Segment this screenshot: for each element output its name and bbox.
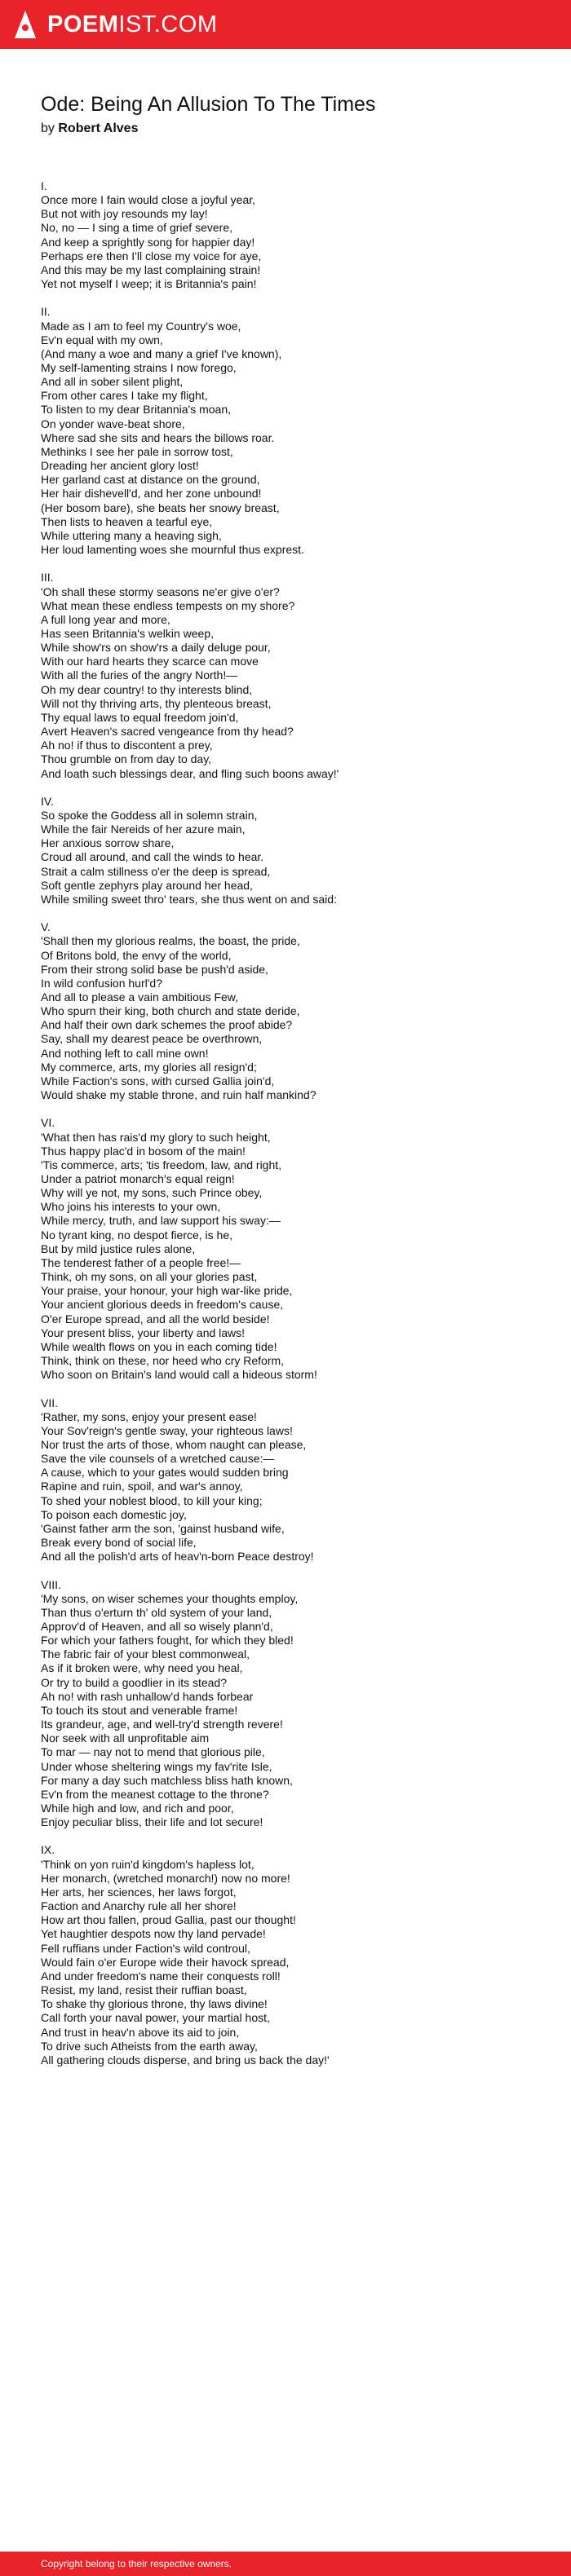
poem-line: To drive such Atheists from the earth away, [41,2039,258,2053]
poem-line: While the fair Nereids of her azure main, [41,823,246,836]
poem-line: The fabric fair of your blest commonweal, [41,1647,250,1661]
poem-line: Who joins his interests to your own, [41,1200,221,1214]
poem-line: 'Rather, my sons, enjoy your present ease! [41,1409,257,1423]
poem-line: What mean these endless tempests on my shore? [41,598,295,612]
poem-line: Than thus o'erturn th' old system of your land, [41,1605,272,1619]
poem-line: The tenderest father of a people free!— [41,1255,241,1269]
poem-line: 'Tis commerce, arts; 'tis freedom, law, and right, [41,1158,282,1171]
poem-line: Think, think on these, nor heed who cry Reform, [41,1354,285,1368]
byline-prefix: by [41,121,55,135]
poem-line: As if it broken were, why need you heal, [41,1661,243,1675]
poemist-logo-icon[interactable] [15,11,36,38]
poem-stanza [41,571,339,780]
poem-line: Her garland cast at distance on the ground, [41,473,260,487]
poem-line: To poison each domestic joy, [41,1507,187,1521]
poem-line: Approv'd of Heaven, and all so wisely plann'd, [41,1619,273,1633]
poem-line: Or try to build a goodlier in its stead? [41,1675,228,1689]
poem-line: Think, oh my sons, on all your glories past, [41,1270,258,1284]
poem-line: And all to please a vain ambitious Few, [41,990,239,1003]
poem-line: Thou grumble on from day to day, [41,752,212,766]
poem-line: And all the polish'd arts of heav'n-born Peace destroy! [41,1550,314,1564]
poem-line: Strait a calm stillness o'er the deep is spread, [41,864,271,878]
poem-line: My commerce, arts, my glories all resign'd; [41,1060,257,1074]
poem-byline [41,121,138,136]
poem-line: While Faction's sons, with cursed Gallia join'd, [41,1074,275,1087]
poem-line: Would fain o'er Europe wide their havock spread, [41,1955,290,1969]
poem-line: While show'rs on show'rs a daily deluge pour, [41,641,271,655]
poem-line: Ev'n equal with my own, [41,333,163,346]
author-name[interactable]: Robert Alves [58,121,139,135]
poem-line: To shake thy glorious throne, thy laws divine! [41,1997,268,2011]
poem-line: Her hair dishevell'd, and her zone unbound! [41,487,262,501]
poem-line: Enjoy peculiar bliss, their life and lot secure! [41,1815,263,1829]
poem-stanza [41,920,339,1102]
poem-line: While smiling sweet thro' tears, she thus went on and said: [41,892,337,906]
poem-title: Ode: Being An Allusion To The Times [41,93,376,116]
stanza-number: IX. [41,1843,55,1857]
poem-line: Your Sov'reign's gentle sway, your righteous laws! [41,1423,293,1437]
poem-line: Once more I fain would close a joyful year, [41,193,256,207]
poem-line: Her loud lamenting woes she mournful thus exprest. [41,543,304,557]
stanza-number: VII. [41,1396,59,1409]
poem-line: Thy equal laws to equal freedom join'd, [41,710,239,724]
poem-line: For many a day such matchless bliss hath known, [41,1773,293,1787]
poem-line: No tyrant king, no despot fierce, is he, [41,1228,233,1242]
poem-line: To touch its stout and venerable frame! [41,1703,238,1717]
poem-line: 'My sons, on wiser schemes your thoughts employ, [41,1591,299,1605]
poem-line: Your present bliss, your liberty and laws! [41,1325,246,1339]
poem-line: And keep a sprightly song for happier day! [41,235,255,249]
site-header [0,0,571,49]
stanza-number: VIII. [41,1577,61,1591]
poem-line: Why will ye not, my sons, such Prince obey, [41,1186,263,1200]
stanza-number: VI. [41,1116,55,1130]
poem-line: From other cares I take my flight, [41,389,208,403]
poem-line: Of Britons bold, the envy of the world, [41,948,232,962]
poem-line: But not with joy resounds my lay! [41,207,208,221]
poem-line: Thus happy plac'd in bosom of the main! [41,1144,246,1158]
poem-line: Who soon on Britain's land would call a hideous storm! [41,1368,317,1382]
poem-line: Where sad she sits and hears the billows roar. [41,430,275,444]
poem-line: Your praise, your honour, your high war-like pride, [41,1284,293,1298]
poem-body [41,179,339,2081]
poem-line: Ah no! if thus to discontent a prey, [41,739,213,752]
poem-line: My self-lamenting strains I now forego, [41,361,237,375]
stanza-number: I. [41,179,47,192]
poem-line: No, no — I sing a time of grief severe, [41,221,232,235]
poem-line: Made as I am to feel my Country's woe, [41,319,241,333]
poem-line: Perhaps ere then I'll close my voice for aye, [41,249,262,262]
poem-line: 'Oh shall these stormy seasons ne'er give o'er? [41,584,280,598]
poem-line: For which your fathers fought, for which they bled! [41,1634,294,1647]
poem-line: Then lists to heaven a tearful eye, [41,514,213,528]
poem-line: Break every bond of social life, [41,1536,197,1550]
poem-line: Its grandeur, age, and well-try'd strength revere! [41,1718,283,1731]
poem-line: Call forth your naval power, your martial host, [41,2011,270,2025]
poem-line: Methinks I see her pale in sorrow tost, [41,444,233,458]
stanza-number: IV. [41,794,54,808]
stanza-number: III. [41,571,54,584]
poem-line: Her arts, her sciences, her laws forgot, [41,1885,237,1899]
poem-line: (And many a woe and many a grief I've known), [41,346,282,360]
poem-line: From their strong solid base be push'd aside, [41,962,268,976]
poem-line: With our hard hearts they scarce can move [41,655,259,668]
poem-line: Would shake my stable throne, and ruin half mankind? [41,1088,316,1102]
poem-line: 'Gainst father arm the son, 'gainst husband wife, [41,1521,285,1535]
stanza-number: V. [41,920,51,934]
poem-line: Her monarch, (wretched monarch!) now no more! [41,1871,290,1885]
poem-line: Croud all around, and call the winds to hear. [41,850,264,864]
poem-line: Say, shall my dearest peace be overthrown, [41,1032,263,1046]
poem-line: Under a patriot monarch's equal reign! [41,1172,235,1186]
poem-line: Faction and Anarchy rule all her shore! [41,1899,237,1913]
poem-line: While high and low, and rich and poor, [41,1802,234,1815]
stanza-number: II. [41,305,51,319]
copyright-notice: Copyright belong to their respective owners. [41,2558,232,2569]
poem-line: A cause, which to your gates would sudden bring [41,1466,289,1480]
poem-line: 'What then has rais'd my glory to such height, [41,1130,271,1144]
poem-stanza [41,1396,339,1564]
poem-line: And all in sober silent plight, [41,375,184,389]
poem-line: 'Shall then my glorious realms, the boast, the pride, [41,934,300,948]
poem-line: And under freedom's name their conquests roll! [41,1969,281,1983]
poem-line: To shed your noblest blood, to kill your king; [41,1493,263,1507]
poem-stanza [41,1116,339,1382]
poem-line: Nor seek with all unprofitable aim [41,1731,210,1745]
poem-line: Yet not myself I weep; it is Britannia's pain! [41,277,257,291]
poem-line: How art thou fallen, proud Gallia, past our thought! [41,1913,296,1927]
poem-line: O'er Europe spread, and all the world beside! [41,1312,270,1325]
poem-line: Nor trust the arts of those, whom naught can please, [41,1437,307,1451]
poem-line: And this may be my last complaining strain! [41,262,261,276]
poem-line: Her anxious sorrow share, [41,836,175,850]
poem-line: Avert Heaven's sacred vengeance from thy head? [41,725,294,739]
poem-line: To mar — nay not to mend that glorious pile, [41,1745,265,1759]
poem-line: Rapine and ruin, spoil, and war's annoy, [41,1480,243,1493]
poem-line: And half their own dark schemes the proof abide? [41,1018,293,1032]
poem-line: 'Think on yon ruin'd kingdom's hapless lot, [41,1857,255,1871]
poem-line: Ev'n from the meanest cottage to the throne? [41,1787,269,1801]
logo-bold-text: POEM [47,11,119,37]
poem-stanza [41,1843,339,2067]
poem-line: And trust in heav'n above its aid to join, [41,2025,240,2039]
poem-line: Has seen Britannia's welkin weep, [41,626,215,640]
poem-line: Fell ruffians under Faction's wild controul, [41,1941,250,1955]
poem-line: Oh my dear country! to thy interests blind, [41,682,253,696]
poem-line: While wealth flows on you in each coming tide! [41,1339,277,1353]
poem-line: Soft gentle zephyrs play around her head, [41,878,253,892]
poem-line: So spoke the Goddess all in solemn strain, [41,808,258,822]
poem-line: And loath such blessings dear, and fling such boons away!' [41,766,339,780]
poem-line: Under whose sheltering wings my fav'rite Isle, [41,1759,272,1773]
poem-line: While mercy, truth, and law support his sway:— [41,1214,281,1228]
site-footer [0,2552,571,2576]
poem-stanza [41,1578,339,1830]
poem-line: Dreading her ancient glory lost! [41,459,199,473]
logo-light-text: IST.COM [118,11,218,37]
poem-line: While uttering many a heaving sigh, [41,528,222,542]
poem-line: All gathering clouds disperse, and bring us back the day!' [41,2053,330,2067]
poem-line: Yet haughtier despots now thy land pervade! [41,1927,266,1941]
poem-line: With all the furies of the angry North!— [41,668,238,682]
site-logo-text[interactable] [47,11,218,38]
poem-line: But by mild justice rules alone, [41,1242,196,1255]
poem-stanza [41,795,339,906]
poem-line: In wild confusion hurl'd? [41,976,162,990]
poem-line: Ah no! with rash unhallow'd hands forbear [41,1689,254,1703]
poem-line: Your ancient glorious deeds in freedom's cause, [41,1298,284,1312]
poem-line: And nothing left to call mine own! [41,1046,209,1060]
poem-line: (Her bosom bare), she beats her snowy breast, [41,501,280,514]
poem-line: Save the vile counsels of a wretched cause:— [41,1452,275,1466]
poem-stanza [41,305,339,557]
poem-line: To listen to my dear Britannia's moan, [41,403,232,417]
poem-line: Resist, my land, resist their ruffian boast, [41,1983,247,1997]
poem-line: Who spurn their king, both church and state deride, [41,1004,300,1018]
poem-line: Will not thy thriving arts, thy plenteous breast, [41,696,272,710]
poem-line: On yonder wave-beat shore, [41,417,185,430]
poem-stanza [41,179,339,291]
poem-line: A full long year and more, [41,612,170,626]
